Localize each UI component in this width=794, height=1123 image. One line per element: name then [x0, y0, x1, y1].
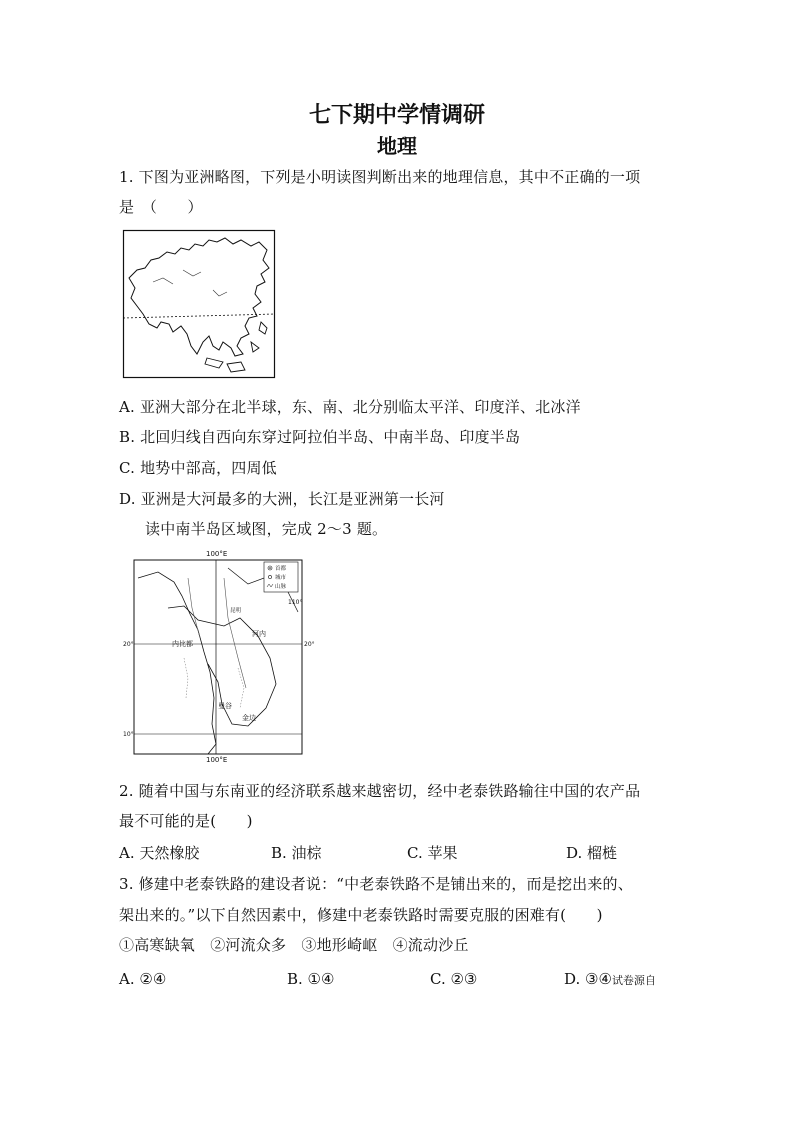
city-naypyidaw: 内比都 — [172, 640, 193, 648]
q3-option-c: C. ②③ — [430, 970, 478, 988]
city-hanoi: 河内 — [252, 630, 266, 638]
q1-option-a: A. 亚洲大部分在北半球，东、南、北分别临太平洋、印度洋、北冰洋 — [119, 398, 581, 416]
q2-option-a: A. 天然橡胶 — [119, 844, 200, 862]
q3-option-b: B. ①④ — [287, 970, 335, 988]
lat20-right: 20° — [304, 641, 315, 648]
page-title: 七下期中学情调研 — [308, 103, 485, 128]
q3-stem-line2: 架出来的。”以下自然因素中，修建中老泰铁路时需要克服的困难有( ) — [119, 906, 603, 924]
q1-option-d: D. 亚洲是大河最多的大洲，长江是亚洲第一长河 — [119, 490, 445, 508]
legend-mountain: 山脉 — [275, 584, 287, 590]
q1-stem-line1: 1. 下图为亚洲略图，下列是小明读图判断出来的地理信息，其中不正确的一项 — [119, 168, 641, 186]
q3-factors: ①高寒缺氧 ②河流众多 ③地形崎岖 ④流动沙丘 — [119, 936, 469, 954]
legend-city: 城市 — [275, 575, 287, 581]
city-kunming: 昆明 — [230, 608, 242, 614]
q1-option-c: C. 地势中部高，四周低 — [119, 459, 277, 477]
asia-map — [123, 230, 275, 378]
q2-option-d: D. 榴梿 — [566, 844, 618, 862]
city-bangkok: 曼谷 — [218, 702, 232, 710]
q3-option-a: A. ②④ — [119, 970, 167, 988]
city-phnompenh: 金边 — [242, 714, 256, 722]
lat10-left: 10° — [123, 731, 134, 738]
lat20-left: 20° — [123, 641, 134, 648]
map-top-label: 100°E — [206, 550, 228, 558]
q2-stem-line1: 2. 随着中国与东南亚的经济联系越来越密切，经中老泰铁路输往中国的农产品 — [119, 782, 641, 800]
map-right-label: 110° — [288, 599, 303, 606]
watermark-text: 试卷源自 — [611, 974, 656, 987]
q3-option-d — [564, 970, 656, 988]
q3-stem-line1: 3. 修建中老泰铁路的建设者说：“中老泰铁路不是铺出来的，而是挖出来的、 — [119, 875, 633, 893]
indochina-map — [123, 548, 315, 764]
subject-title: 地理 — [377, 134, 417, 158]
q2-option-c: C. 苹果 — [407, 844, 458, 862]
map-bottom-label: 100°E — [206, 756, 228, 764]
q1-stem-line2: 是 （ ） — [119, 198, 203, 216]
q1-option-b: B. 北回归线自西向东穿过阿拉伯半岛、中南半岛、印度半岛 — [119, 428, 521, 446]
q2-stem-line2: 最不可能的是( ) — [119, 812, 253, 830]
legend-capital: 首都 — [275, 566, 287, 572]
q3-option-d-label: D. ③④ — [564, 970, 612, 988]
intro-text: 读中南半岛区域图，完成 2～3 题。 — [145, 520, 388, 538]
q2-option-b: B. 油棕 — [271, 844, 322, 862]
